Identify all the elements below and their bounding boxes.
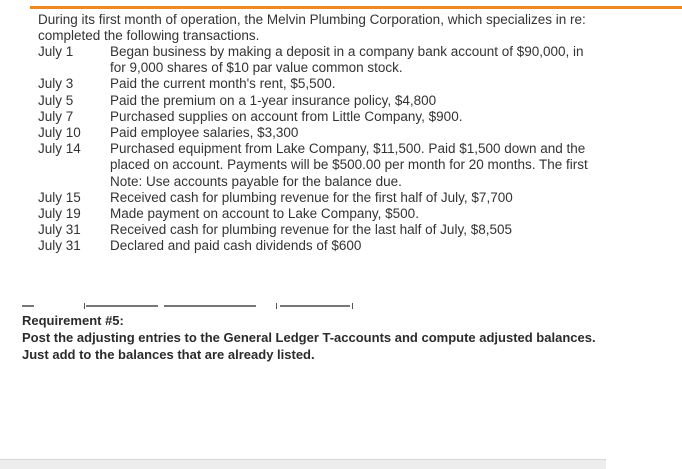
description-line: Paid the current month's rent, $5,500. (110, 76, 336, 92)
transaction-description (110, 125, 678, 141)
header-fragment-line (164, 305, 256, 307)
transaction-date: July 19 (38, 206, 81, 222)
transaction-row (38, 109, 678, 125)
transaction-description (110, 141, 678, 190)
description-line: Purchased equipment from Lake Company, $11,500. Paid $1,500 down and the (110, 141, 586, 157)
description-line: for 9,000 shares of $10 par value common stock. (110, 60, 403, 76)
transaction-description (110, 238, 678, 254)
transaction-description (110, 44, 678, 76)
header-fragment-tick (276, 303, 277, 309)
transaction-date: July 10 (38, 125, 81, 141)
transaction-description (110, 109, 678, 125)
description-line: Made payment on account to Lake Company, $500. (110, 206, 419, 222)
description-line: Began business by making a deposit in a company bank account of $90,000, in (110, 44, 584, 59)
description-line: placed on account. Payments will be $500.00 per month for 20 months. The first (110, 157, 588, 173)
transaction-date: July 31 (38, 222, 81, 238)
transaction-row (38, 44, 678, 76)
transaction-row (38, 222, 678, 238)
transaction-description (110, 93, 678, 109)
header-fragment-line (280, 305, 350, 307)
description-line: Received cash for plumbing revenue for the last half of July, $8,505 (110, 222, 512, 238)
transaction-row (38, 141, 678, 190)
requirement-line-2: Just add to the balances that are already listed. (22, 347, 315, 362)
requirement-title: Requirement #5: (22, 313, 124, 328)
transaction-description (110, 222, 678, 238)
transaction-date: July 7 (38, 108, 74, 124)
transaction-date: July 5 (38, 92, 74, 108)
header-fragment-tick (84, 303, 85, 309)
transaction-row (38, 93, 678, 109)
requirement-block (22, 312, 662, 363)
header-fragment-tick (352, 303, 353, 309)
transaction-date: July 1 (38, 44, 74, 59)
transaction-row (38, 76, 678, 92)
description-line: Received cash for plumbing revenue for the first half of July, $7,700 (110, 189, 513, 205)
transaction-row (38, 125, 678, 141)
description-line: Declared and paid cash dividends of $600 (110, 238, 362, 254)
transaction-row (38, 238, 678, 254)
intro-line-2: completed the following transactions. (38, 28, 260, 43)
transaction-date: July 14 (38, 141, 81, 157)
transaction-description (110, 206, 678, 222)
header-fragment-line (22, 305, 34, 307)
requirement-line-1: Post the adjusting entries to the General Ledger T-accounts and compute adjusted balances. (22, 330, 596, 345)
description-line: Note: Use accounts payable for the balance due. (110, 173, 402, 189)
transaction-description (110, 76, 678, 92)
transactions-list (38, 44, 678, 255)
transaction-date: July 31 (38, 238, 81, 254)
transaction-description (110, 190, 678, 206)
description-line: Paid employee salaries, $3,300 (110, 125, 299, 141)
intro-line-1: During its first month of operation, the Melvin Plumbing Corporation, which specializes in re: (38, 12, 586, 27)
top-accent-rule (30, 6, 682, 9)
description-line: Paid the premium on a 1-year insurance policy, $4,800 (110, 92, 437, 108)
problem-intro (38, 12, 678, 44)
header-fragment-line (86, 305, 158, 307)
transaction-date: July 3 (38, 76, 74, 92)
transaction-date: July 15 (38, 189, 81, 205)
transaction-row (38, 190, 678, 206)
transaction-row (38, 206, 678, 222)
description-line: Purchased supplies on account from Little Company, $900. (110, 108, 463, 124)
